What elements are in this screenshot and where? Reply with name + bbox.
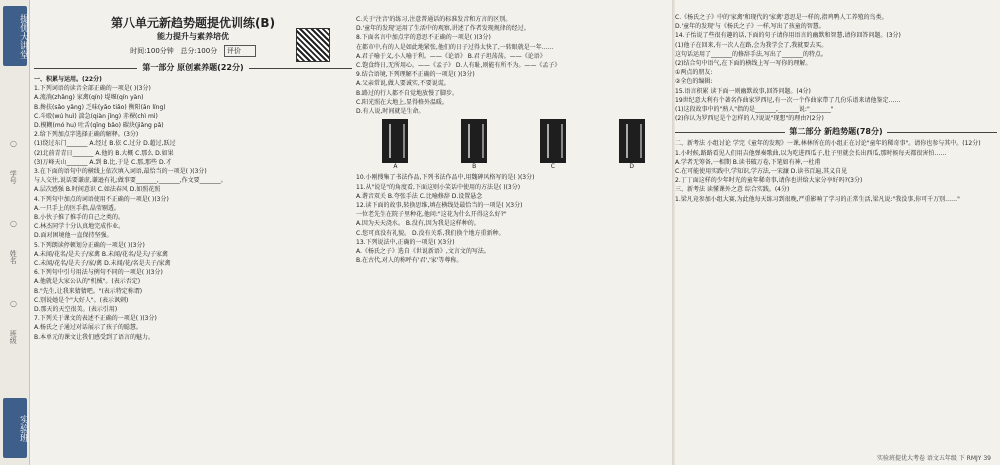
spine-tab-bottom: 实验班 <box>3 398 27 458</box>
question-line: (2)结合句中语气,在下面的横线上写一写你的理解。 <box>675 60 812 68</box>
question-list <box>356 16 671 116</box>
question-line: A.杨氏之子通过对话展示了孩子的聪慧。 <box>34 324 142 332</box>
question-line: ②全色的编辑: <box>675 78 713 86</box>
question-line: C.饱食终日,无所用心。——《孟子》 D.人有耻,则能有所不为。——《孟子》 <box>356 62 561 70</box>
question-line: (1)这段故事中的"熟人"指的是_______,_______说:"_______" <box>675 106 834 114</box>
question-stem: 1.下列词语的读音全部正确的一项是( )(3分) <box>34 85 151 93</box>
question-line: A.《杨氏之子》选自《世说新语》,文言文的写法。 <box>356 248 490 256</box>
question-line: 一位老先生在院子里种花,他问:"这花为什么开得这么好?" <box>356 211 507 219</box>
question-stem: 二、新考法 小组讨论 学完《童年的发现》一课,林林所在的小组正在讨论"童年的稀奇事"。请你也参与其中。(12分) <box>675 140 981 148</box>
question-line: B.在古代,对人的称呼有'君','家'等尊称。 <box>356 257 463 265</box>
calligraphy-item[interactable] <box>540 119 566 171</box>
question-line: B.小伙子推了推手的自己之类的。 <box>34 214 125 222</box>
question-line: 19世纪意大利有个著名作曲家罗西尼,有一次一个作曲家带了几份乐谱来请他鉴定…… <box>675 96 901 104</box>
page-title: 第八单元新趋势题提优训练(B) <box>110 16 276 30</box>
total-score: 总分:100分 <box>180 47 218 55</box>
question-line: C.《杨氏之子》中的'家禽'和现代的'家禽'意思是一样的,指鸡鸭人工养殖的鸟类。 <box>675 14 888 21</box>
evaluation-box[interactable]: 评价 <box>224 45 256 57</box>
time-limit: 时间:100分钟 <box>130 47 174 55</box>
question-list <box>34 85 352 342</box>
page-subtitle: 能力提升与素养培优 <box>157 32 229 41</box>
part-one-heading: 第一部分 原创素养题(22分) <box>34 63 352 73</box>
question-list <box>356 174 671 265</box>
question-line: C.阳光照在大地上,显得格外温暖。 <box>356 98 449 106</box>
calligraphy-image <box>461 119 487 163</box>
spine-tab-top: 提优大讲堂 <box>3 6 27 66</box>
question-line: C.未闻/花名/是夫子/家/禽 D.未闻/花/名是夫子/家禽 <box>34 260 171 268</box>
spine-label-class: 班级 <box>9 330 18 344</box>
spine-label-name: 姓名 <box>9 250 18 264</box>
question-line: D.模糊(mó hu) 吐舌(qīng bǎo) 碳块(jiǎng pǎ) <box>34 122 164 130</box>
question-line: (2)北前青青日_______ A.他的 B.大概 C.那么 D.如果 <box>34 149 174 157</box>
question-line: (1)他子在回来,有一次人在路,会为我学会了,我就要去买。 <box>675 41 828 49</box>
question-line: (1)绕过东门_______ A.经过 B.依 C.过分 D.超过,跃过 <box>34 140 176 148</box>
question-line: A.因为天天浇水。 B.没有,因为我是这样种的。 <box>356 220 480 228</box>
question-stem: 13.下列说法中,正确的一项是( )(3分) <box>356 238 455 246</box>
question-line: (2)你认为罗西尼是个怎样的人?说说"现想"的理由?(2分) <box>675 115 824 123</box>
question-stem: 11.从"说是"的角度看,下面这则小笑话中使用的方法是( )(3分) <box>356 183 521 191</box>
question-line: A.君子喻于义,小人喻于利。——《论语》 B.君子坦荡荡。——《论语》 <box>356 52 546 60</box>
calligraphy-image <box>619 119 645 163</box>
calligraphy-item[interactable] <box>461 119 487 171</box>
calligraphy-label: B <box>472 163 477 171</box>
question-stem: 1.梁凡竟参加小组大赛,为此他每天练习到很晚,严重影响了学习的正常生活,梁凡说:"我没事,你可千万别……" <box>675 195 960 203</box>
question-line: (3)万峰天山_______ A.到 B.比,于是 C.那,那些 D.才 <box>34 158 172 166</box>
question-line: 与人交往,说话要谦虚,谦逊有礼;做事要_______,_______,作文要_______。 <box>34 177 227 185</box>
calligraphy-item[interactable] <box>619 119 645 171</box>
question-line: C.林杰同学十分认真地完成作业。 <box>34 223 125 231</box>
question-line: 这句话运用了_______的修辞手法,写出了_______的特点。 <box>675 50 827 58</box>
part-two-heading: 第二部分 新趋势题(78分) <box>675 127 997 137</box>
question-line: A.一只手上的医手指,晶莹剔透。 <box>34 204 120 212</box>
column-left <box>34 0 352 465</box>
question-line: C.斗殴(wú huì) 湍急(qiàn jǐng) 赤裸(chì mì) <box>34 112 158 120</box>
question-list <box>675 140 997 203</box>
calligraphy-label: D <box>629 163 634 171</box>
calligraphy-image <box>382 119 408 163</box>
question-line: A.未闻/花名/是夫子/家禽 B.未闻/花名/是夫/子家禽 <box>34 250 168 258</box>
question-stem: 8.下面名言中加点字的意思不正确的一项是( )(3分) <box>356 34 491 42</box>
question-line: D.'童年的发现'运用了生活中的观察,讲述了作者发现规律的经过。 <box>356 25 530 33</box>
section-heading: 一、积累与运用。(22分) <box>34 76 102 83</box>
question-line: B.搀扶(sǎo yǎng) 乏味(yǎo tiǎo) 衡阳(ān líng) <box>34 103 166 111</box>
question-line: A.他就是大家公认的"机械"。(表示否定) <box>34 278 141 286</box>
question-stem: 2.丁丁面这样的少年时光的童年稀奇事,请你也讲给大家分享好吗?(3分) <box>675 177 863 185</box>
column-middle <box>356 0 671 465</box>
question-stem: 2.给下列加点字选择正确的解释。(3分) <box>34 131 139 139</box>
spine-mark: ○ <box>10 139 17 148</box>
question-line: 在都市中,有的人是如此地紧张,他们的日子过得太快了,一转眼就是一年…… <box>356 43 554 51</box>
column-right <box>675 0 997 465</box>
calligraphy-label: C <box>550 163 555 171</box>
question-line: B.本单元的课文让我们感受到了语言的魅力。 <box>34 333 155 341</box>
qr-code-icon[interactable] <box>296 28 330 62</box>
question-stem: 12.读下面的故事,转换思维,填在横线处最恰当的一项是( )(3分) <box>356 202 523 210</box>
question-stem: 3.在下面的语句中的横线上依次填入词语,最恰当的一项是( )(3分) <box>34 168 207 176</box>
question-stem: 5.下列朗读停顿划分正确的一项是( )(3分) <box>34 241 145 249</box>
question-line: A.学者无筹备,一相期 B.读书破万卷,下笔如有神,一杜甫 <box>675 158 821 166</box>
question-stem: 9.结合语境,下列理解不正确的一项是( )(3分) <box>356 71 475 79</box>
calligraphy-image <box>540 119 566 163</box>
question-line: C.别说她是个"大好人"。(表示讽刺) <box>34 296 129 304</box>
question-line: A.流淌(zhǎng) 家禽(qín) 堤堰(qín yàn) <box>34 94 144 102</box>
question-stem: 15.语言积累 读下面一则幽默故事,回答问题。(4分) <box>675 87 811 95</box>
calligraphy-label: A <box>393 163 398 171</box>
question-line: A.层次感强 B.时间意识 C.如法春风 D.如照花照 <box>34 186 161 194</box>
question-stem: 14.子怡说了些很有趣的话,下面的句子请你用语言的幽默和智慧,请你回答问题。(3分) <box>675 32 901 40</box>
question-line: C.您可真没有礼貌。 D.没有关系,我们换个地方重新种。 <box>356 229 505 237</box>
question-line: B."先生,让我来猜猜吧。"(表示特定称谓) <box>34 287 143 295</box>
question-list <box>675 14 997 123</box>
question-line: A.父亲常说,做人要诚实,不要说谎。 <box>356 80 450 88</box>
question-line: C.在可能使用实践中,学知识,学方法,一宋濂 D.读书百遍,其义自见 <box>675 168 848 176</box>
question-line: D.有人说,时间就是生命。 <box>356 108 425 116</box>
page-footer: 实验班提优大考卷 语文五年级 下 RMJY 39 <box>876 454 991 462</box>
question-stem: 6.下列句中引号用法与例句不同的一项是( )(3分) <box>34 269 163 277</box>
spine-mark: ○ <box>10 299 17 308</box>
calligraphy-options <box>356 119 671 171</box>
spine-label-id: 学号 <box>9 170 18 184</box>
spine-mark: ○ <box>10 219 17 228</box>
question-line: D.那天的天空很美。(表示引用) <box>34 306 118 314</box>
question-stem: 10.小刚搜集了书法作品,下列书法作品中,用魏碑风格写的是( )(3分) <box>356 174 535 182</box>
question-line: ①两点的朋友: <box>675 69 713 77</box>
question-line: A.谐音双关 B.夸张手法 C.比喻修辞 D.设置悬念 <box>356 192 483 200</box>
question-line: D.面对困境他一直保持坚强。 <box>34 232 113 240</box>
question-line: D.'童年的发现'与《杨氏之子》一样,写出了孩童的智慧。 <box>675 23 825 31</box>
question-line: C.关于'注音'的练习,注意普通话的标准发音和方言的区别。 <box>356 16 512 23</box>
binding-spine <box>0 0 30 465</box>
question-line: B.路过的行人都不自觉地放慢了脚步。 <box>356 89 459 97</box>
question-stem: 7.下列关于课文的表述不正确的一项是( )(3分) <box>34 315 157 323</box>
question-stem: 4.下列句中加点的词语使用不正确的一项是( )(3分) <box>34 195 169 203</box>
question-stem: 三、新考法 读懂课外之意 综合实践。(4分) <box>675 186 790 194</box>
question-stem: 1.小时候,路路看见人们用吉他弹奏歌曲,以为吃进西瓜子,肚子里就会长出西瓜,那时候每天都很害怕…… <box>675 149 947 157</box>
calligraphy-item[interactable] <box>382 119 408 171</box>
